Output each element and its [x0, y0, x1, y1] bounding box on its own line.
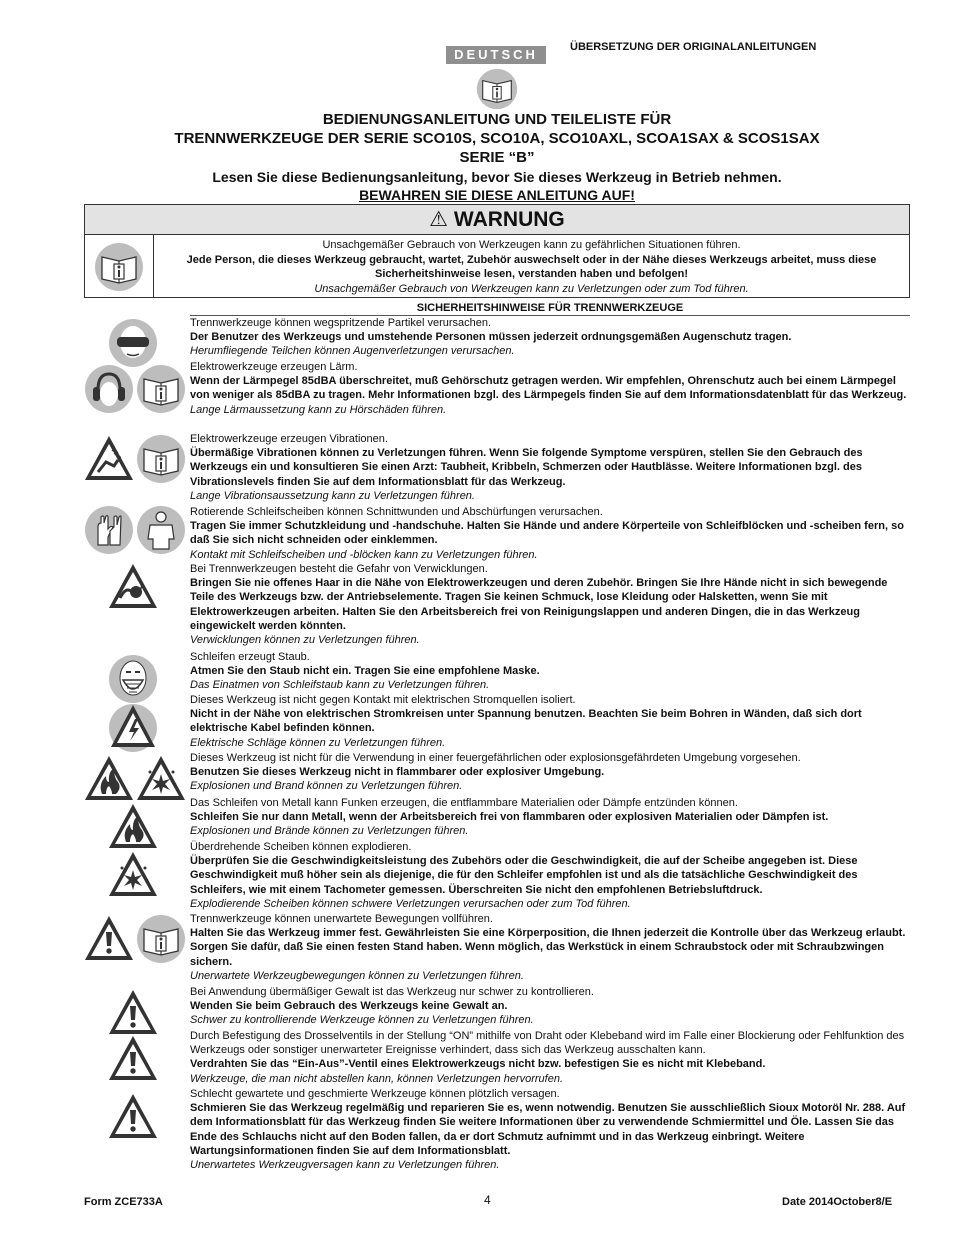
block-hazard: Trennwerkzeuge können unerwartete Bewegungen vollführen.: [190, 913, 493, 925]
block-instruction: Überprüfen Sie die Geschwindigkeitsleistung des Zubehörs oder die Geschwindigkeit, die auf der Scheibe angegeben ist. Diese Geschwindigkeit muß höher sein als diejenige, die für den Schleifer empfohlen ist und als die tatsächliche Geschwindigkeit des Schleifers, wie mit einem Tachometer gemessen. Überschreiten Sie nicht den empfohlenen Betriebsluftdruck.: [190, 855, 858, 896]
block-consequence: Explodierende Scheiben können schwere Verletzungen verursachen oder zum Tod führen.: [190, 897, 631, 910]
warning-line-1: Unsachgemäßer Gebrauch von Werkzeugen kann zu gefährlichen Situationen führen.: [322, 239, 741, 251]
safety-heading: SICHERHEITSHINWEISE FÜR TRENNWERKZEUGE: [416, 302, 684, 314]
warning-heading: ⚠ WARNUNG: [85, 205, 909, 235]
block-hazard: Bei Trennwerkzeugen besteht die Gefahr von Verwicklungen.: [190, 563, 488, 575]
entanglement-warning-icon: [108, 562, 158, 612]
safety-block-noise: [190, 360, 912, 417]
electric-shock-icon: [108, 703, 158, 753]
safety-block-sparks: [190, 796, 912, 839]
safety-block-overspeed: [190, 840, 912, 911]
eye-protection-icon: [108, 318, 158, 368]
block-instruction: Übermäßige Vibrationen können zu Verletzungen führen. Wenn Sie folgende Symptome verspüren, stellen Sie den Gebrauch des Werkzeugs ein und konsultieren Sie einen Arzt: Taubheit, Kribbeln, Schmerzen oder Hautblässe. Weitere Informationen bzgl. des Vibrationslevels finden Sie auf dem Informationsblatt für das Werkzeug.: [190, 447, 863, 488]
safety-block-cuts: [190, 505, 912, 562]
safety-block-vibration: [190, 432, 912, 503]
safety-block-dust: [190, 650, 912, 693]
manual-icon: [476, 68, 518, 115]
block-consequence: Explosionen und Brände können zu Verletzungen führen.: [190, 825, 469, 838]
title-read-note: Lesen Sie diese Bedienungsanleitung, bevor Sie dieses Werkzeug in Betrieb nehmen.: [212, 169, 782, 185]
block-consequence: Elektrische Schläge können zu Verletzungen führen.: [190, 736, 446, 749]
fire-warning-icon: [84, 754, 134, 804]
title-keep-note: BEWAHREN SIE DIESE ANLEITUNG AUF!: [359, 187, 635, 203]
block-hazard: Elektrowerkzeuge erzeugen Lärm.: [190, 361, 358, 373]
block-hazard: Dieses Werkzeug ist nicht gegen Kontakt mit elektrischen Stromquellen isoliert.: [190, 694, 576, 706]
block-consequence: Herumfliegende Teilchen können Augenverletzungen verursachen.: [190, 345, 515, 358]
block-instruction: Schleifen Sie nur dann Metall, wenn der Arbeitsbereich frei von flammbaren oder explosiven Materialien oder Dämpfen ist.: [190, 811, 829, 824]
exclamation-warning-icon: [108, 1092, 158, 1142]
safety-block-eye: [190, 316, 912, 359]
block-consequence: Explosionen und Brand können zu Verletzungen führen.: [190, 780, 463, 793]
dust-mask-icon: [108, 654, 158, 704]
block-hazard: Elektrowerkzeuge erzeugen Vibrationen.: [190, 433, 388, 445]
block-instruction: Tragen Sie immer Schutzkleidung und -handschuhe. Halten Sie Hände und andere Körperteile von Schleifblöcken und -scheiben fern, so daß Sie sich nicht schneiden oder einklemmen.: [190, 520, 904, 547]
block-instruction: Schmieren Sie das Werkzeug regelmäßig und reparieren Sie es, wenn notwendig. Benutzen Sie ausschließlich Sioux Motoröl Nr. 288. Auf dem Informationsblatt für das Werkzeug finden Sie weitere Informationen über zu verwendende Schmiermittel und Öle. Lassen Sie das Ende des Schlauchs nicht auf den Boden fallen, da er dort Schmutz aufnimmt und in das Werkzeug einbringt. Weitere Wartungsinformationen finden Sie auf dem Informationsblatt.: [190, 1102, 906, 1157]
safety-block-force: [190, 985, 912, 1028]
block-instruction: Atmen Sie den Staub nicht ein. Tragen Sie eine empfohlene Maske.: [190, 665, 540, 678]
block-hazard: Schleifen erzeugt Staub.: [190, 651, 310, 663]
block-instruction: Der Benutzer des Werkzeugs und umstehende Personen müssen jederzeit ordnungsgemäßen Augenschutz tragen.: [190, 331, 792, 344]
block-hazard: Schlecht gewartete und geschmierte Werkzeuge können plötzlich versagen.: [190, 1088, 560, 1100]
block-consequence: Verwicklungen können zu Verletzungen führen.: [190, 634, 420, 647]
title-block: [84, 110, 910, 204]
block-consequence: Das Einatmen von Schleifstaub kann zu Verletzungen führen.: [190, 679, 490, 692]
explosion-warning-icon: [108, 850, 158, 900]
block-hazard: Überdrehende Scheiben können explodieren.: [190, 841, 412, 853]
block-instruction: Halten Sie das Werkzeug immer fest. Gewährleisten Sie eine Körperposition, die Ihnen jederzeit die Kontrolle über das Werkzeug erlaubt. Sorgen Sie dafür, daß Sie einen festen Stand haben. Wenn möglich, das Werkstück in einem Schraubstock oder mit Schraubzwingen sichern.: [190, 927, 906, 968]
safety-block-maintenance: [190, 1087, 912, 1172]
block-consequence: Kontakt mit Schleifscheiben und -blöcken kann zu Verletzungen führen.: [190, 548, 538, 561]
block-instruction: Bringen Sie nie offenes Haar in die Nähe von Elektrowerkzeugen und deren Zubehör. Bringen Sie Ihre Hände nicht in sich bewegende Teile des Werkzeugs bzw. der Antriebselemente. Tragen Sie keinen Schmuck, lose Kleidung oder Halsketten, wenn Sie mit Elektrowerkzeugen arbeiten. Halten Sie den Arbeitsbereich frei von Reinigungslappen und anderen Dingen, die in das Werkzeug eingewickelt werden könnten.: [190, 577, 888, 632]
page-number: 4: [484, 1193, 491, 1207]
manual-icon: [136, 434, 186, 484]
block-consequence: Lange Lärmaussetzung kann zu Hörschäden führen.: [190, 403, 447, 416]
safety-block-electric: [190, 693, 912, 750]
protective-clothing-icon: [136, 505, 186, 555]
revision-date: Date 2014October8/E: [782, 1196, 893, 1208]
warning-line-2: Jede Person, die dieses Werkzeug gebraucht, wartet, Zubehör auswechselt oder in der Nähe dieses Werkzeugs arbeitet, muss diese Sicherheitshinweise lesen, verstanden haben und befolgen!: [186, 253, 877, 280]
warning-box: [84, 204, 910, 298]
safety-block-movement: [190, 912, 912, 983]
block-consequence: Schwer zu kontrollierende Werkzeuge können zu Verletzungen führen.: [190, 1014, 534, 1027]
block-consequence: Unerwartete Werkzeugbewegungen können zu Verletzungen führen.: [190, 969, 524, 982]
form-number: Form ZCE733A: [84, 1196, 163, 1208]
block-hazard: Dieses Werkzeug ist nicht für die Verwendung in einer feuergefährlichen oder explosionsgefährdeten Umgebung vorgesehen.: [190, 752, 801, 764]
safety-block-entanglement: [190, 562, 912, 647]
exclamation-warning-icon: [108, 1034, 158, 1084]
block-consequence: Unerwartetes Werkzeugversagen kann zu Verletzungen führen.: [190, 1159, 500, 1172]
translation-note: ÜBERSETZUNG DER ORIGINALANLEITUNGEN: [570, 41, 817, 53]
block-instruction: Wenn der Lärmpegel 85dBA überschreitet, muß Gehörschutz getragen werden. Wir empfehlen, Ohrenschutz auch bei einem Lärmpegel von weniger als 85dBA zu tragen. Mehr Informationen bzgl. des Lärmpegels finden Sie auf dem Informationsdatenblatt für das Werkzeug.: [190, 375, 907, 402]
exclamation-warning-icon: [84, 914, 134, 964]
fire-warning-icon: [108, 802, 158, 852]
block-hazard: Trennwerkzeuge können wegspritzende Partikel verursachen.: [190, 317, 492, 329]
manual-icon: [136, 914, 186, 964]
hearing-protection-icon: [84, 364, 134, 414]
language-badge: DEUTSCH: [446, 46, 546, 64]
vibration-warning-icon: [84, 434, 134, 484]
block-consequence: Lange Vibrationsaussetzung kann zu Verletzungen führen.: [190, 489, 475, 502]
block-instruction: Benutzen Sie dieses Werkzeug nicht in flammbarer oder explosiver Umgebung.: [190, 766, 605, 779]
warning-manual-icon: [85, 235, 154, 298]
block-hazard: Rotierende Schleifscheiben können Schnittwunden und Abschürfungen verursachen.: [190, 506, 603, 518]
block-instruction: Wenden Sie beim Gebrauch des Werkzeugs keine Gewalt an.: [190, 1000, 508, 1013]
title-line-1: BEDIENUNGSANLEITUNG UND TEILELISTE FÜR: [322, 111, 672, 128]
warning-line-3: Unsachgemäßer Gebrauch von Werkzeugen kann zu Verletzungen oder zum Tod führen.: [314, 282, 749, 295]
explosion-warning-icon: [136, 754, 186, 804]
title-line-2: TRENNWERKZEUGE DER SERIE SCO10S, SCO10A, SCO10AXL, SCOA1SAX & SCOS1SAX: [174, 130, 820, 147]
block-consequence: Werkzeuge, die man nicht abstellen kann, können Verletzungen hervorrufen.: [190, 1072, 564, 1085]
safety-block-flammable: [190, 751, 912, 794]
manual-icon: [136, 364, 186, 414]
gloves-icon: [84, 505, 134, 555]
exclamation-warning-icon: [108, 988, 158, 1038]
block-hazard: Das Schleifen von Metall kann Funken erzeugen, die entflammbare Materialien oder Dämpfe entzünden können.: [190, 797, 738, 809]
block-instruction: Verdrahten Sie das “Ein-Aus”-Ventil eines Elektrowerkzeugs nicht bzw. befestigen Sie es nicht mit Klebeband.: [190, 1058, 766, 1071]
block-instruction: Nicht in der Nähe von elektrischen Stromkreisen unter Spannung benutzen. Beachten Sie beim Bohren in Wänden, daß sich dort elektrische Kabel befinden können.: [190, 708, 862, 735]
block-hazard: Durch Befestigung des Drosselventils in der Stellung “ON” mithilfe von Draht oder Klebeband wird im Falle einer Blockierung oder Fehlfunktion des Werkzeugs oder sonstiger unerwarteter Ereignisse verhindert, dass sich das Werkzeug ausschalten kann.: [190, 1030, 905, 1057]
block-hazard: Bei Anwendung übermäßiger Gewalt ist das Werkzeug nur schwer zu kontrollieren.: [190, 986, 594, 998]
title-line-3: SERIE “B”: [459, 149, 535, 166]
safety-block-throttle: [190, 1029, 912, 1086]
